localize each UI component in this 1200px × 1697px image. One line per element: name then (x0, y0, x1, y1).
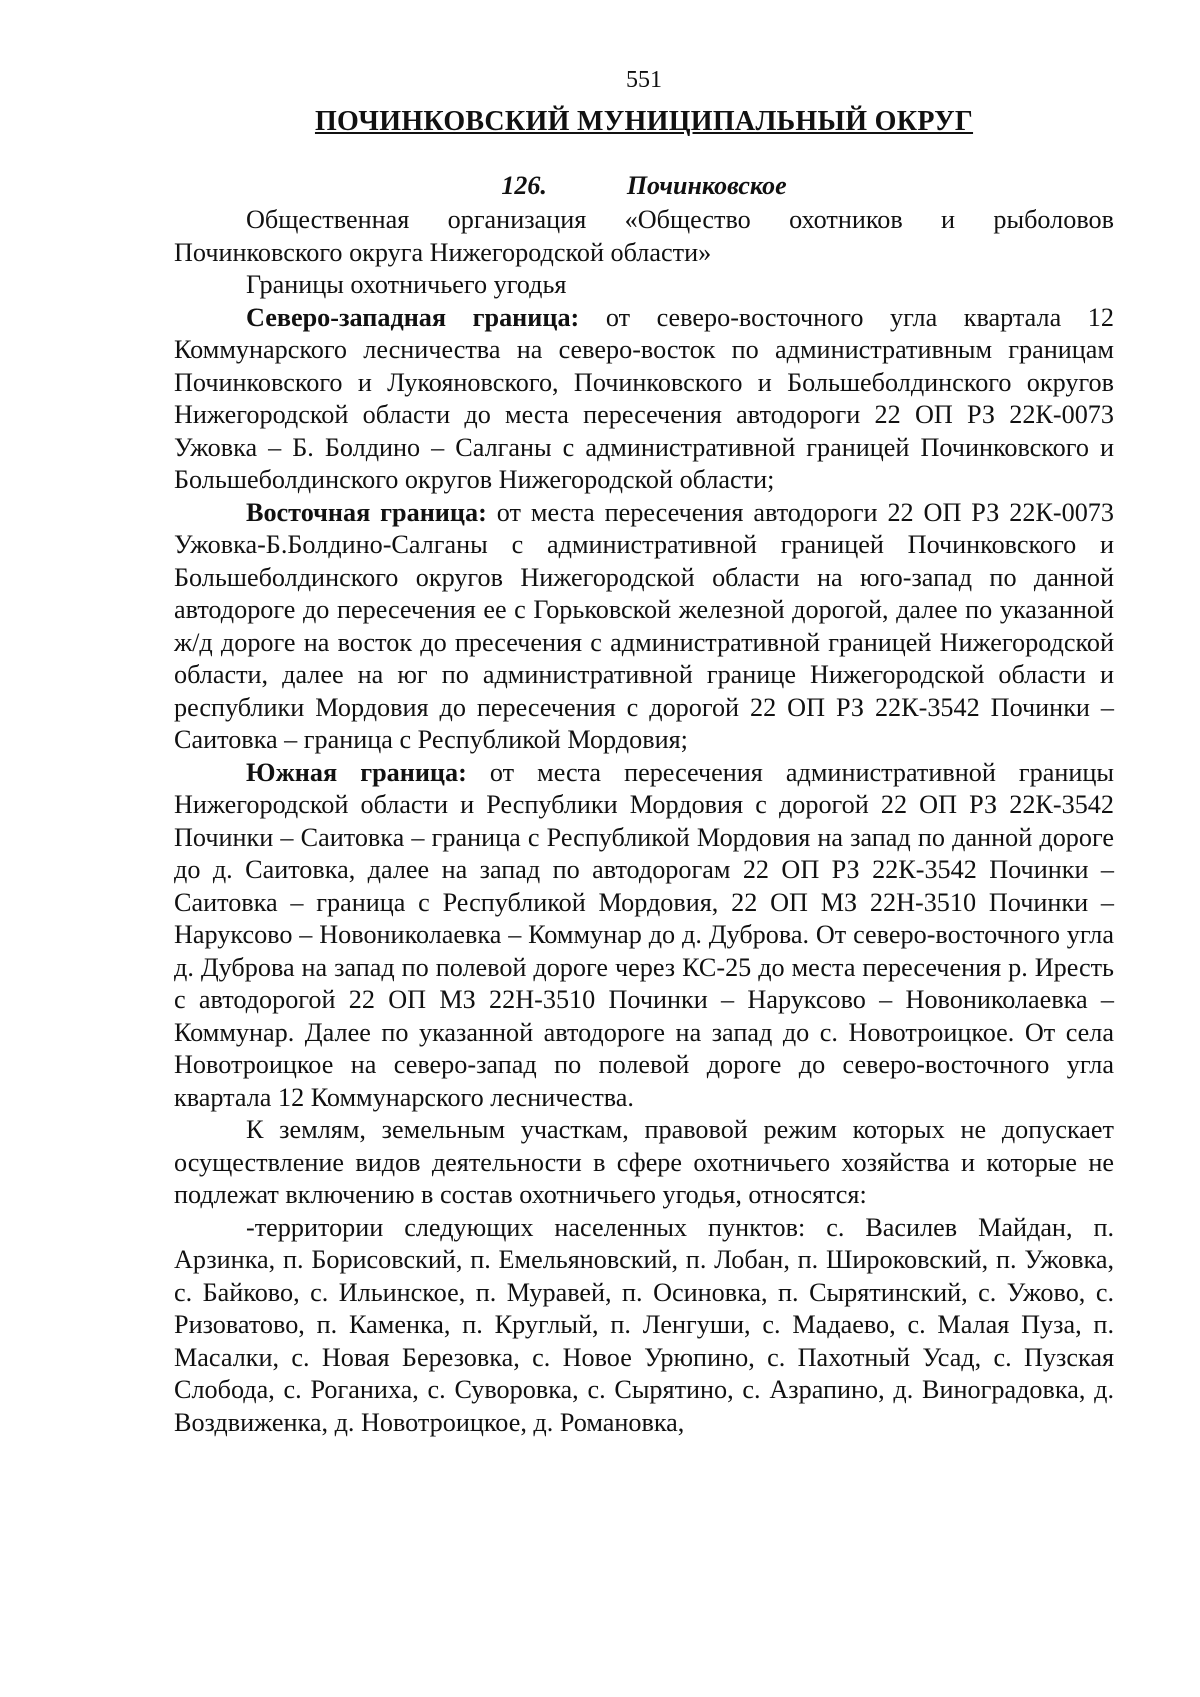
page-number: 551 (626, 67, 662, 93)
northwest-border-paragraph (174, 302, 1114, 497)
organization-paragraph: Общественная организация «Общество охотников и рыболовов Починковского округа Нижегородской области» (174, 205, 1114, 267)
south-border-text: от места пересечения административной границы Нижегородской области и Республики Мордовия с дорогой 22 ОП РЗ 22К-3542 Починки – Саитовка – граница с Республикой Мордовия на запад по данной дороге до д. Саитовка, далее на запад по автодорогам 22 ОП РЗ 22К-3542 Починки – Саитовка – граница с Республикой Мордовия, 22 ОП МЗ 22Н-3510 Починки – Наруксово – Новониколаевка – Коммунар до д. Дуброва. От северо-восточного угла д. Дуброва на запад по полевой дороге через КС-25 до места пересечения р. Иресть с автодорогой 22 ОП МЗ 22Н-3510 Починки – Наруксово – Новониколаевка – Коммунар. Далее по указанной автодороге на запад до с. Новотроицкое. От села Новотроицкое на северо-запад по полевой дороге до северо-восточного угла квартала 12 Коммунарского лесничества. (174, 757, 1115, 1112)
document-page (174, 60, 1114, 1439)
south-border-label: Южная граница: (246, 757, 467, 787)
east-border-label: Восточная граница: (246, 497, 487, 527)
district-title: ПОЧИНКОВСКИЙ МУНИЦИПАЛЬНЫЙ ОКРУГ (314, 106, 974, 137)
exclusions-paragraph: К землям, земельным участкам, правовой режим которых не допускает осуществление видов деятельности в сфере охотничьего хозяйства и которые не подлежат включению в состав охотничьего угодья, относятся: (174, 1115, 1114, 1209)
northwest-border-text: от северо-восточного угла квартала 12 Коммунарского лесничества на северо-восток по административным границам Починковского и Лукояновского, Починковского и Большеболдинского округов Нижегородской области до места пересечения автодороги 22 ОП РЗ 22К-0073 Ужовка – Б. Болдино – Салганы с административной границей Починковского и Большеболдинского округов Нижегородской области; (174, 302, 1114, 494)
section-number: 126. (501, 171, 547, 200)
east-border-paragraph (174, 497, 1114, 757)
northwest-border-label: Северо-западная граница: (246, 302, 580, 332)
borders-caption: Границы охотничьего угодья (246, 270, 567, 299)
section-heading (174, 168, 1114, 204)
east-border-text: от места пересечения автодороги 22 ОП РЗ 22К-0073 Ужовка-Б.Болдино-Салганы с административной границей Починковского и Большеболдинского округов Нижегородской области на юго-запад по данной автодороге до пересечения ее с Горьковской железной дорогой, далее по указанной ж/д дороге на восток до пресечения с административной границей Нижегородской области, далее на юг по административной границе Нижегородской области и республики Мордовия до пересечения с дорогой 22 ОП РЗ 22К-3542 Починки – Саитовка – граница с Республикой Мордовия; (174, 497, 1114, 754)
settlements-paragraph: -территории следующих населенных пунктов: с. Василев Майдан, п. Арзинка, п. Борисовский, п. Емельяновский, п. Лобан, п. Широковский, п. Ужовка, с. Байково, с. Ильинское, п. Муравей, п. Осиновка, п. Сырятинский, с. Ужово, с. Ризоватово, п. Каменка, п. Круглый, п. Ленгуши, с. Мадаево, с. Малая Пуза, п. Масалки, с. Новая Березовка, с. Новое Урюпино, с. Пахотный Усад, с. Пузская Слобода, с. Роганиха, с. Суворовка, с. Сырятино, с. Азрапино, д. Виноградовка, д. Воздвиженка, д. Новотроицкое, д. Романовка, (174, 1212, 1114, 1437)
section-name: Починковское (626, 171, 787, 200)
south-border-paragraph (174, 757, 1114, 1115)
